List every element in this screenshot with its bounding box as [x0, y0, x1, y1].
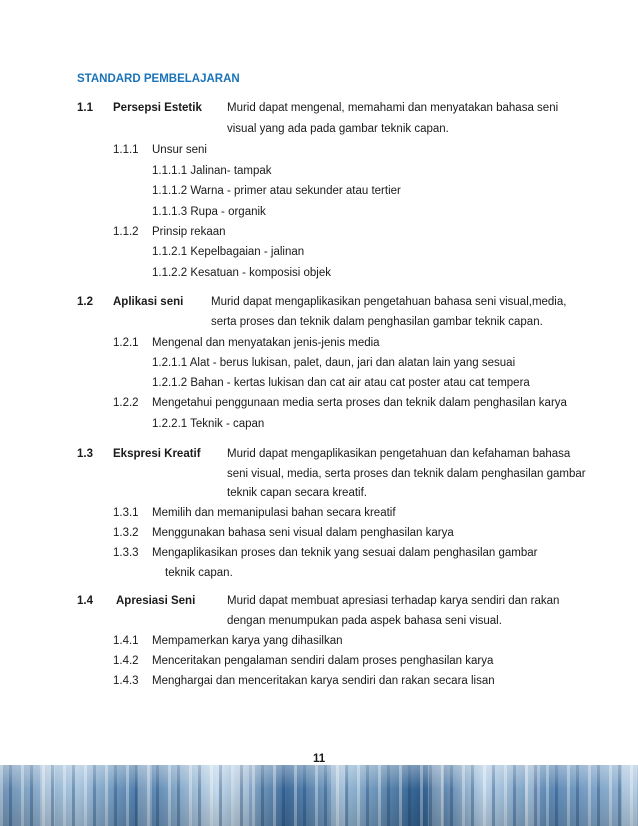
item-number: 1.1.1 [113, 144, 139, 156]
item-text: Mempamerkan karya yang dihasilkan [152, 635, 343, 647]
section-description-cont: serta proses dan teknik dalam penghasilan gambar teknik capan. [211, 316, 543, 328]
section-title: Apresiasi Seni [116, 595, 196, 607]
item-number: 1.4.1 [113, 635, 139, 647]
item-number: 1.4.3 [113, 675, 139, 687]
section-title: Ekspresi Kreatif [113, 448, 201, 460]
section-description-cont: seni visual, media, serta proses dan teknik dalam penghasilan gambar [227, 468, 586, 480]
item-text-cont: teknik capan. [165, 567, 233, 579]
sub-item: 1.1.1.3 Rupa - organik [152, 206, 266, 218]
sub-item: 1.1.2.1 Kepelbagaian - jalinan [152, 246, 305, 258]
section-number: 1.4 [77, 595, 93, 607]
page-heading: STANDARD PEMBELAJARAN [77, 73, 240, 85]
item-text: Memilih dan memanipulasi bahan secara kreatif [152, 507, 396, 519]
sub-item: 1.1.2.2 Kesatuan - komposisi objek [152, 267, 331, 279]
sub-item: 1.1.1.1 Jalinan- tampak [152, 165, 272, 177]
item-text: Mengenal dan menyatakan jenis-jenis media [152, 337, 380, 349]
section-number: 1.1 [77, 102, 93, 114]
item-text: Mengaplikasikan proses dan teknik yang sesuai dalam penghasilan gambar [152, 547, 538, 559]
item-text: Prinsip rekaan [152, 226, 226, 238]
section-description: Murid dapat mengenal, memahami dan menyatakan bahasa seni [227, 102, 559, 114]
page-number: 11 [313, 753, 326, 765]
section-number: 1.2 [77, 296, 93, 308]
item-text: Menggunakan bahasa seni visual dalam penghasilan karya [152, 527, 454, 539]
item-text: Unsur seni [152, 144, 207, 156]
section-description-cont: teknik capan secara kreatif. [227, 487, 367, 499]
sub-item: 1.1.1.2 Warna - primer atau sekunder atau tertier [152, 185, 401, 197]
section-title: Persepsi Estetik [113, 102, 202, 114]
sub-item: 1.2.1.1 Alat - berus lukisan, palet, daun, jari dan alatan lain yang sesuai [152, 357, 516, 369]
section-title: Aplikasi seni [113, 296, 184, 308]
item-number: 1.3.2 [113, 527, 139, 539]
sub-item: 1.2.2.1 Teknik - capan [152, 418, 265, 430]
item-number: 1.2.1 [113, 337, 139, 349]
item-text: Menghargai dan menceritakan karya sendiri dan rakan secara lisan [152, 675, 495, 687]
item-text: Menceritakan pengalaman sendiri dalam proses penghasilan karya [152, 655, 494, 667]
sub-item: 1.2.1.2 Bahan - kertas lukisan dan cat air atau cat poster atau cat tempera [152, 377, 530, 389]
item-number: 1.4.2 [113, 655, 139, 667]
section-number: 1.3 [77, 448, 93, 460]
section-description: Murid dapat mengaplikasikan pengetahuan bahasa seni visual,media, [211, 296, 567, 308]
item-text: Mengetahui penggunaan media serta proses dan teknik dalam penghasilan karya [152, 397, 567, 409]
item-number: 1.3.3 [113, 547, 139, 559]
section-description: Murid dapat mengaplikasikan pengetahuan dan kefahaman bahasa [227, 448, 571, 460]
item-number: 1.3.1 [113, 507, 139, 519]
item-number: 1.2.2 [113, 397, 139, 409]
section-description-cont: dengan menumpukan pada aspek bahasa seni visual. [227, 615, 502, 627]
item-number: 1.1.2 [113, 226, 139, 238]
section-description-cont: visual yang ada pada gambar teknik capan. [227, 123, 449, 135]
footer-decorative-band [0, 765, 638, 826]
section-description: Murid dapat membuat apresiasi terhadap karya sendiri dan rakan [227, 595, 560, 607]
